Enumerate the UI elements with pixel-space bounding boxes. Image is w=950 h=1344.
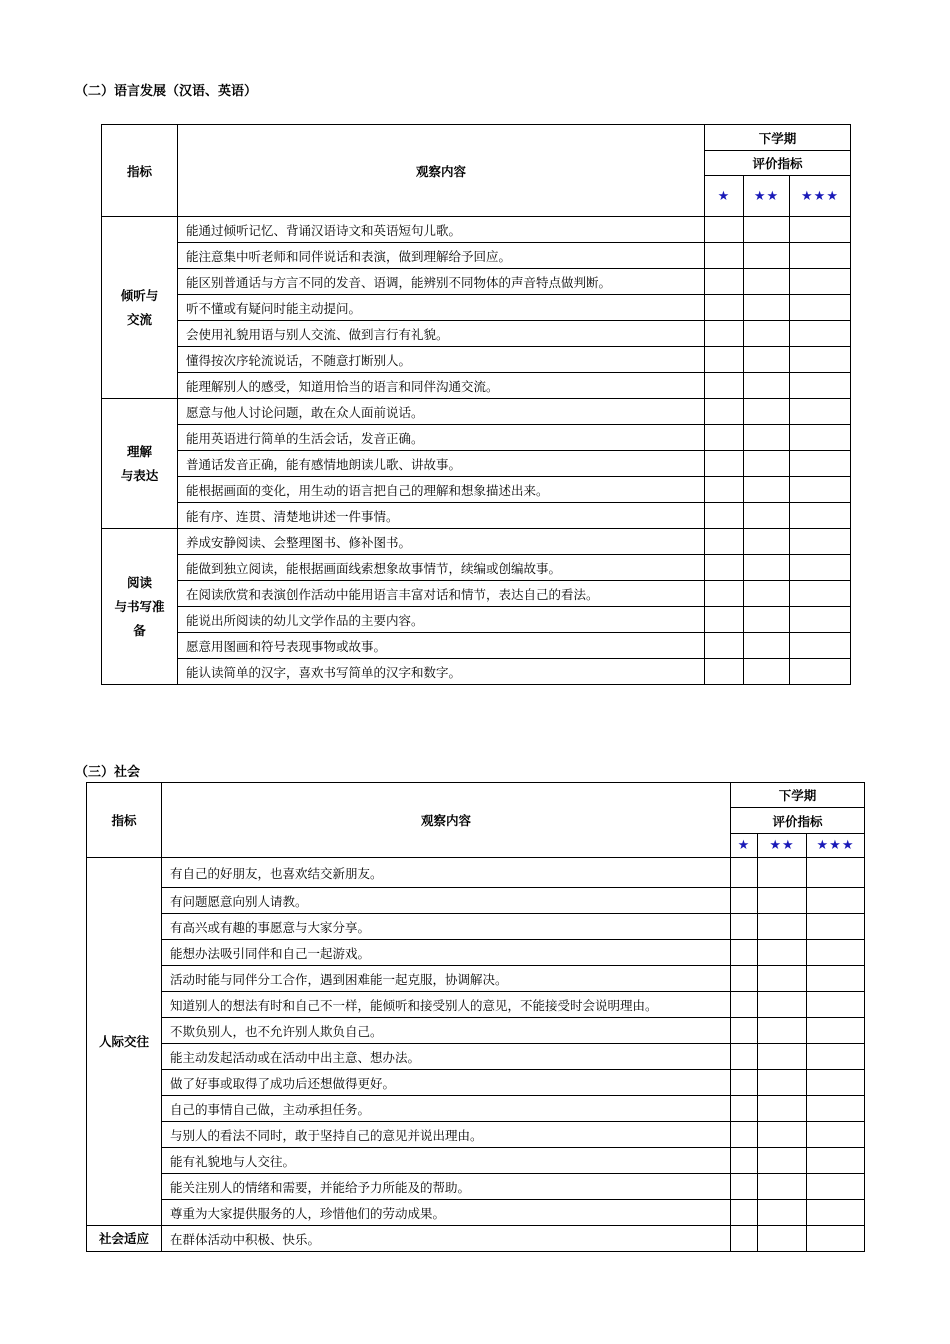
rating-1-cell[interactable] bbox=[705, 321, 744, 347]
rating-1-cell[interactable] bbox=[705, 399, 744, 425]
rating-1-cell[interactable] bbox=[705, 451, 744, 477]
rating-2-cell[interactable] bbox=[744, 295, 790, 321]
observation-text: 能做到独立阅读，能根据画面线索想象故事情节，续编或创编故事。 bbox=[178, 555, 705, 581]
observation-text: 养成安静阅读、会整理图书、修补图书。 bbox=[178, 529, 705, 555]
rating-1-cell[interactable] bbox=[705, 347, 744, 373]
rating-2-star-header: ★★ bbox=[758, 834, 807, 858]
content-header: 观察内容 bbox=[162, 783, 731, 858]
table-row bbox=[87, 992, 865, 1018]
rating-2-cell[interactable] bbox=[758, 1174, 807, 1200]
table-row bbox=[102, 555, 851, 581]
rating-2-cell[interactable] bbox=[744, 347, 790, 373]
observation-text: 愿意与他人讨论问题，敢在众人面前说话。 bbox=[178, 399, 705, 425]
rating-1-star-header: ★ bbox=[731, 834, 758, 858]
rating-3-cell[interactable] bbox=[790, 321, 851, 347]
eval-header: 评价指标 bbox=[705, 151, 851, 176]
category-label: 理解 bbox=[126, 443, 152, 459]
social-table bbox=[86, 782, 865, 1252]
rating-2-cell[interactable] bbox=[744, 659, 790, 685]
rating-1-cell[interactable] bbox=[705, 633, 744, 659]
rating-1-cell[interactable] bbox=[705, 477, 744, 503]
section-2-title: （二）语言发展（汉语、英语） bbox=[75, 84, 258, 99]
rating-3-cell[interactable] bbox=[807, 1174, 865, 1200]
table-row bbox=[87, 914, 865, 940]
category-label: 人际交往 bbox=[98, 1033, 149, 1049]
rating-1-cell[interactable] bbox=[731, 1018, 758, 1044]
rating-3-cell[interactable] bbox=[807, 1044, 865, 1070]
category-cell bbox=[87, 1226, 162, 1252]
rating-1-cell[interactable] bbox=[705, 243, 744, 269]
observation-text: 能想办法吸引同伴和自己一起游戏。 bbox=[162, 940, 731, 966]
rating-2-cell[interactable] bbox=[758, 888, 807, 914]
category-label: 与表达 bbox=[120, 467, 159, 483]
rating-2-cell[interactable] bbox=[744, 399, 790, 425]
rating-2-cell[interactable] bbox=[744, 581, 790, 607]
rating-3-cell[interactable] bbox=[790, 555, 851, 581]
rating-3-cell[interactable] bbox=[807, 914, 865, 940]
observation-text: 听不懂或有疑问时能主动提问。 bbox=[178, 295, 705, 321]
table-row bbox=[102, 373, 851, 399]
table-row bbox=[102, 243, 851, 269]
semester-header: 下学期 bbox=[705, 125, 851, 151]
rating-2-cell[interactable] bbox=[744, 425, 790, 451]
content-header: 观察内容 bbox=[178, 125, 705, 217]
rating-3-cell[interactable] bbox=[790, 477, 851, 503]
rating-3-star-header: ★★★ bbox=[790, 176, 851, 217]
observation-text: 能有礼貌地与人交往。 bbox=[162, 1148, 731, 1174]
rating-1-cell[interactable] bbox=[731, 1122, 758, 1148]
rating-1-cell[interactable] bbox=[731, 1044, 758, 1070]
rating-3-cell[interactable] bbox=[807, 1226, 865, 1252]
rating-1-cell[interactable] bbox=[705, 529, 744, 555]
table-row bbox=[87, 1070, 865, 1096]
rating-3-cell[interactable] bbox=[807, 1070, 865, 1096]
rating-3-cell[interactable] bbox=[807, 992, 865, 1018]
eval-header: 评价指标 bbox=[731, 808, 865, 834]
rating-1-cell[interactable] bbox=[731, 992, 758, 1018]
rating-3-cell[interactable] bbox=[807, 1148, 865, 1174]
observation-text: 有高兴或有趣的事愿意与大家分享。 bbox=[162, 914, 731, 940]
rating-1-cell[interactable] bbox=[731, 888, 758, 914]
category-label: 社会适应 bbox=[98, 1230, 149, 1246]
rating-1-cell[interactable] bbox=[705, 295, 744, 321]
table-row bbox=[102, 399, 851, 425]
rating-2-cell[interactable] bbox=[758, 1018, 807, 1044]
rating-3-cell[interactable] bbox=[807, 888, 865, 914]
rating-1-cell[interactable] bbox=[731, 914, 758, 940]
rating-3-cell[interactable] bbox=[790, 503, 851, 529]
rating-1-cell[interactable] bbox=[705, 425, 744, 451]
observation-text: 能说出所阅读的幼儿文学作品的主要内容。 bbox=[178, 607, 705, 633]
observation-text: 尊重为大家提供服务的人，珍惜他们的劳动成果。 bbox=[162, 1200, 731, 1226]
observation-text: 知道别人的想法有时和自己不一样，能倾听和接受别人的意见，不能接受时会说明理由。 bbox=[162, 992, 731, 1018]
rating-3-cell[interactable] bbox=[807, 1200, 865, 1226]
rating-3-cell[interactable] bbox=[790, 425, 851, 451]
rating-3-cell[interactable] bbox=[790, 633, 851, 659]
rating-1-cell[interactable] bbox=[705, 659, 744, 685]
observation-text: 有自己的好朋友，也喜欢结交新朋友。 bbox=[162, 858, 731, 888]
category-label: 与书写准 bbox=[114, 598, 165, 614]
table-row bbox=[102, 659, 851, 685]
table-row bbox=[102, 451, 851, 477]
rating-3-cell[interactable] bbox=[807, 940, 865, 966]
rating-2-cell[interactable] bbox=[758, 992, 807, 1018]
table-row bbox=[87, 1044, 865, 1070]
table-row bbox=[87, 858, 865, 888]
category-cell bbox=[102, 217, 178, 399]
table-row bbox=[102, 503, 851, 529]
category-cell bbox=[102, 529, 178, 685]
table-row bbox=[102, 269, 851, 295]
rating-2-cell[interactable] bbox=[758, 966, 807, 992]
rating-3-cell[interactable] bbox=[790, 347, 851, 373]
rating-2-cell[interactable] bbox=[744, 503, 790, 529]
rating-3-cell[interactable] bbox=[807, 1096, 865, 1122]
rating-2-cell[interactable] bbox=[758, 1200, 807, 1226]
rating-2-cell[interactable] bbox=[744, 477, 790, 503]
rating-3-cell[interactable] bbox=[790, 217, 851, 243]
observation-text: 能区别普通话与方言不同的发音、语调，能辨别不同物体的声音特点做判断。 bbox=[178, 269, 705, 295]
rating-2-cell[interactable] bbox=[758, 858, 807, 888]
header-row bbox=[102, 125, 851, 151]
rating-1-cell[interactable] bbox=[731, 1070, 758, 1096]
observation-text: 会使用礼貌用语与别人交流、做到言行有礼貌。 bbox=[178, 321, 705, 347]
observation-text: 在群体活动中积极、快乐。 bbox=[162, 1226, 731, 1252]
semester-header: 下学期 bbox=[731, 783, 865, 808]
observation-text: 自己的事情自己做，主动承担任务。 bbox=[162, 1096, 731, 1122]
rating-1-cell[interactable] bbox=[731, 1148, 758, 1174]
observation-text: 能通过倾听记忆、背诵汉语诗文和英语短句儿歌。 bbox=[178, 217, 705, 243]
observation-text: 普通话发音正确，能有感情地朗读儿歌、讲故事。 bbox=[178, 451, 705, 477]
rating-2-cell[interactable] bbox=[758, 1044, 807, 1070]
rating-2-cell[interactable] bbox=[758, 940, 807, 966]
table-row bbox=[87, 888, 865, 914]
table-row bbox=[87, 966, 865, 992]
table-row bbox=[102, 633, 851, 659]
rating-3-cell[interactable] bbox=[790, 451, 851, 477]
rating-1-cell[interactable] bbox=[731, 858, 758, 888]
rating-2-cell[interactable] bbox=[744, 451, 790, 477]
rating-1-cell[interactable] bbox=[731, 1200, 758, 1226]
table-row bbox=[87, 1018, 865, 1044]
rating-2-cell[interactable] bbox=[758, 1096, 807, 1122]
rating-3-star-header: ★★★ bbox=[807, 834, 865, 858]
rating-3-cell[interactable] bbox=[807, 858, 865, 888]
rating-1-cell[interactable] bbox=[731, 940, 758, 966]
rating-1-cell[interactable] bbox=[705, 217, 744, 243]
table-row bbox=[102, 477, 851, 503]
observation-text: 能有序、连贯、清楚地讲述一件事情。 bbox=[178, 503, 705, 529]
observation-text: 能关注别人的情绪和需要，并能给予力所能及的帮助。 bbox=[162, 1174, 731, 1200]
indicator-header: 指标 bbox=[102, 125, 178, 217]
observation-text: 与别人的看法不同时，敢于坚持自己的意见并说出理由。 bbox=[162, 1122, 731, 1148]
observation-text: 活动时能与同伴分工合作，遇到困难能一起克服，协调解决。 bbox=[162, 966, 731, 992]
rating-2-cell[interactable] bbox=[744, 607, 790, 633]
rating-2-cell[interactable] bbox=[744, 529, 790, 555]
rating-2-cell[interactable] bbox=[744, 217, 790, 243]
indicator-header: 指标 bbox=[87, 783, 162, 858]
rating-3-cell[interactable] bbox=[790, 399, 851, 425]
rating-3-cell[interactable] bbox=[790, 295, 851, 321]
rating-1-cell[interactable] bbox=[705, 555, 744, 581]
rating-2-cell[interactable] bbox=[758, 1226, 807, 1252]
rating-2-cell[interactable] bbox=[744, 633, 790, 659]
category-label: 交流 bbox=[126, 311, 152, 327]
rating-3-cell[interactable] bbox=[807, 1018, 865, 1044]
observation-text: 不欺负别人，也不允许别人欺负自己。 bbox=[162, 1018, 731, 1044]
table-row bbox=[102, 347, 851, 373]
rating-2-cell[interactable] bbox=[758, 1070, 807, 1096]
rating-2-cell[interactable] bbox=[744, 555, 790, 581]
rating-3-cell[interactable] bbox=[790, 269, 851, 295]
observation-text: 能主动发起活动或在活动中出主意、想办法。 bbox=[162, 1044, 731, 1070]
observation-text: 做了好事或取得了成功后还想做得更好。 bbox=[162, 1070, 731, 1096]
observation-text: 愿意用图画和符号表现事物或故事。 bbox=[178, 633, 705, 659]
table-row bbox=[87, 1174, 865, 1200]
observation-text: 能用英语进行简单的生活会话，发音正确。 bbox=[178, 425, 705, 451]
section-3-title: （三）社会 bbox=[75, 765, 141, 780]
table-row bbox=[102, 529, 851, 555]
category-cell bbox=[87, 858, 162, 1226]
table-row bbox=[87, 1122, 865, 1148]
table-row bbox=[102, 425, 851, 451]
rating-2-cell[interactable] bbox=[744, 321, 790, 347]
table-row bbox=[87, 1200, 865, 1226]
header-row bbox=[87, 783, 865, 808]
rating-2-cell[interactable] bbox=[744, 243, 790, 269]
table-row bbox=[87, 940, 865, 966]
table-row bbox=[102, 581, 851, 607]
rating-2-cell[interactable] bbox=[758, 1148, 807, 1174]
table-row bbox=[87, 1148, 865, 1174]
rating-2-cell[interactable] bbox=[744, 269, 790, 295]
observation-text: 能理解别人的感受，知道用恰当的语言和同伴沟通交流。 bbox=[178, 373, 705, 399]
rating-3-cell[interactable] bbox=[790, 581, 851, 607]
rating-3-cell[interactable] bbox=[790, 659, 851, 685]
table-row bbox=[87, 1226, 865, 1252]
observation-text: 在阅读欣赏和表演创作活动中能用语言丰富对话和情节，表达自己的看法。 bbox=[178, 581, 705, 607]
rating-2-cell[interactable] bbox=[758, 914, 807, 940]
rating-3-cell[interactable] bbox=[807, 1122, 865, 1148]
rating-1-cell[interactable] bbox=[731, 1174, 758, 1200]
table-row bbox=[102, 217, 851, 243]
rating-1-cell[interactable] bbox=[731, 966, 758, 992]
table-row bbox=[87, 1096, 865, 1122]
observation-text: 能注意集中听老师和同伴说话和表演，做到理解给予回应。 bbox=[178, 243, 705, 269]
observation-text: 能认读简单的汉字，喜欢书写简单的汉字和数字。 bbox=[178, 659, 705, 685]
rating-1-cell[interactable] bbox=[705, 581, 744, 607]
language-development-table bbox=[101, 124, 851, 685]
rating-3-cell[interactable] bbox=[807, 966, 865, 992]
rating-1-cell[interactable] bbox=[705, 503, 744, 529]
observation-text: 能根据画面的变化，用生动的语言把自己的理解和想象描述出来。 bbox=[178, 477, 705, 503]
rating-1-star-header: ★ bbox=[705, 176, 744, 217]
rating-1-cell[interactable] bbox=[705, 373, 744, 399]
category-label: 备 bbox=[133, 622, 146, 638]
rating-2-cell[interactable] bbox=[744, 373, 790, 399]
rating-1-cell[interactable] bbox=[705, 269, 744, 295]
table-row bbox=[102, 607, 851, 633]
rating-1-cell[interactable] bbox=[705, 607, 744, 633]
category-label: 阅读 bbox=[126, 574, 152, 590]
rating-3-cell[interactable] bbox=[790, 243, 851, 269]
rating-3-cell[interactable] bbox=[790, 529, 851, 555]
table-row bbox=[102, 295, 851, 321]
rating-1-cell[interactable] bbox=[731, 1226, 758, 1252]
observation-text: 有问题愿意向别人请教。 bbox=[162, 888, 731, 914]
rating-3-cell[interactable] bbox=[790, 607, 851, 633]
rating-2-cell[interactable] bbox=[758, 1122, 807, 1148]
rating-3-cell[interactable] bbox=[790, 373, 851, 399]
rating-1-cell[interactable] bbox=[731, 1096, 758, 1122]
table-row bbox=[102, 321, 851, 347]
category-cell bbox=[102, 399, 178, 529]
observation-text: 懂得按次序轮流说话，不随意打断别人。 bbox=[178, 347, 705, 373]
category-label: 倾听与 bbox=[120, 287, 159, 303]
rating-2-star-header: ★★ bbox=[744, 176, 790, 217]
